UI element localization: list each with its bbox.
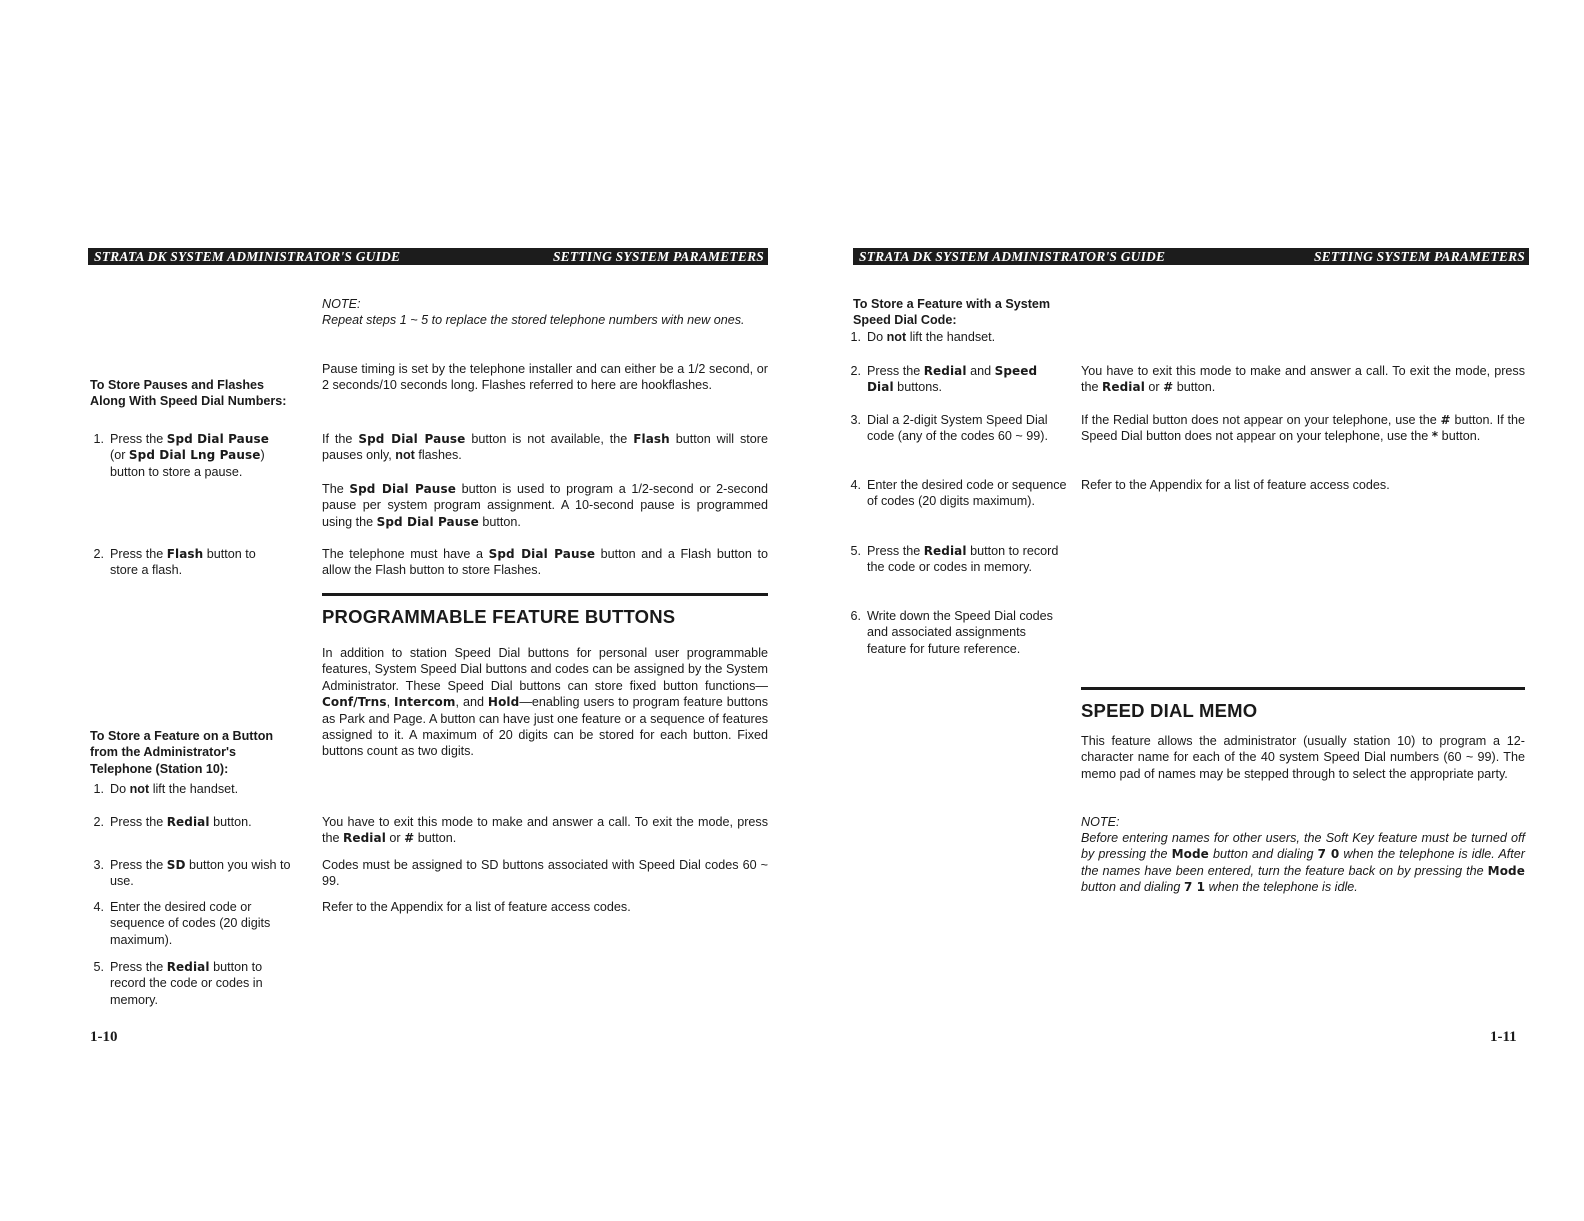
sys-step-1: 1. Do not lift the handset. — [850, 330, 996, 344]
pfb-note-3: Codes must be assigned to SD buttons associated with Speed Dial codes 60 ~ 99. — [322, 858, 768, 889]
pfb-step-3: 3. Press the SD button you wish to use. — [93, 858, 291, 889]
pfb-step-4: 4. Enter the desired code or sequence of codes (20 digits maximum). — [93, 900, 271, 947]
sdm-heading: SPEED DIAL MEMO — [1081, 700, 1258, 721]
sys-step-6: 6. Write down the Speed Dial codes and associated assignments feature for future reference. — [850, 609, 1053, 656]
left-note-text: Repeat steps 1 ~ 5 to replace the stored telephone numbers with new ones. — [322, 313, 745, 328]
sys-note-2: You have to exit this mode to make and answer a call. To exit the mode, press the Redial or # button. — [1081, 364, 1525, 395]
pfb-note-4: Refer to the Appendix for a list of feature access codes. — [322, 900, 631, 914]
sys-note-3: If the Redial button does not appear on your telephone, use the # button. If the Speed Dial button does not appear on your telephone, use the * button. — [1081, 413, 1526, 444]
pauses-para-3: The Spd Dial Pause button is used to program a 1/2-second or 2-second pause per system program assignment. A 10-second pause is programmed using the Spd Dial Pause button. — [322, 482, 768, 529]
left-page-header — [88, 248, 768, 265]
pauses-side-heading: To Store Pauses and Flashes Along With Speed Dial Numbers: — [90, 378, 287, 409]
left-header-section: SETTING SYSTEM PARAMETERS — [552, 249, 764, 264]
pauses-step-2: 2. Press the Flash button to store a flash. — [90, 546, 300, 579]
pfb-step-2: 2. Press the Redial button. — [93, 815, 252, 829]
page-number-right: 1-11 — [1490, 1029, 1517, 1045]
sys-step-4: 4. Enter the desired code or sequence of codes (20 digits maximum). — [850, 478, 1067, 509]
left-header-title: STRATA DK SYSTEM ADMINISTRATOR'S GUIDE — [94, 249, 401, 264]
pauses-para-1: Pause timing is set by the telephone installer and can either be a 1/2 second, or 2 seconds/10 seconds long. Flashes referred to here are hookflashes. — [322, 362, 768, 393]
sys-note-4: Refer to the Appendix for a list of feature access codes. — [1081, 478, 1390, 492]
page-number-left: 1-10 — [90, 1029, 118, 1045]
sdm-note: Before entering names for other users, the Soft Key feature must be turned off by pressing the Mode button and dialing 7 0 when the telephone is idle. After the names have been entered, turn the feature back on by pressing the Mode button and dialing 7 1 when the telephone is idle. — [1081, 831, 1525, 895]
pfb-step-5: 5. Press the Redial button to record the code or codes in memory. — [93, 960, 263, 1007]
pfb-side-heading: To Store a Feature on a Button from the Administrator's Telephone (Station 10): — [90, 729, 274, 776]
pfb-intro: In addition to station Speed Dial buttons for personal user programmable features, System Speed Dial buttons and codes can be assigned by the System Administrator. These Speed Dial buttons can store fixed button functions—Conf/Trns, Intercom, and Hold—enabling users to program feature buttons as Park and Page. A button can have just one feature or a sequence of features assigned to it. A maximum of 20 digits can be stored for each button. Fixed buttons count as two digits. — [322, 646, 768, 759]
sys-step-5: 5. Press the Redial button to record the code or codes in memory. — [850, 544, 1059, 575]
section-rule — [1081, 687, 1525, 690]
pfb-step-1: 1. Do not lift the handset. — [93, 782, 239, 796]
pauses-para-2: If the Spd Dial Pause button is not available, the Flash button will store pauses only, not flashes. — [322, 432, 769, 463]
pauses-step-1: 1. Press the Spd Dial Pause (or Spd Dial Lng Pause) button to store a pause. — [90, 431, 300, 480]
sys-step-2: 2. Press the Redial and Speed Dial buttons. — [850, 364, 1038, 395]
right-header-section: SETTING SYSTEM PARAMETERS — [1313, 249, 1525, 264]
pfb-note-2: You have to exit this mode to make and answer a call. To exit the mode, press the Redial or # button. — [322, 815, 768, 846]
sdm-para: This feature allows the administrator (usually station 10) to program a 12-character name for each of the 40 system Speed Dial numbers (60 ~ 99). The memo pad of names may be stepped through to select the appropriate party. — [1081, 734, 1525, 781]
step-number: 2. — [93, 547, 104, 561]
step-number: 1. — [93, 432, 104, 446]
sys-side-heading: To Store a Feature with a System Speed Dial Code: — [853, 297, 1051, 328]
right-header-title: STRATA DK SYSTEM ADMINISTRATOR'S GUIDE — [859, 249, 1166, 264]
pauses-para-4: The telephone must have a Spd Dial Pause button and a Flash button to allow the Flash button to store Flashes. — [322, 547, 768, 578]
right-page-header — [853, 248, 1529, 265]
section-rule — [322, 593, 768, 596]
left-note-label: NOTE: — [322, 297, 361, 311]
left-note — [322, 296, 768, 329]
sys-step-3: 3. Dial a 2-digit System Speed Dial code (any of the codes 60 ~ 99). — [850, 413, 1048, 444]
pfb-heading: PROGRAMMABLE FEATURE BUTTONS — [322, 606, 676, 627]
sdm-note-label: NOTE: — [1081, 815, 1120, 829]
